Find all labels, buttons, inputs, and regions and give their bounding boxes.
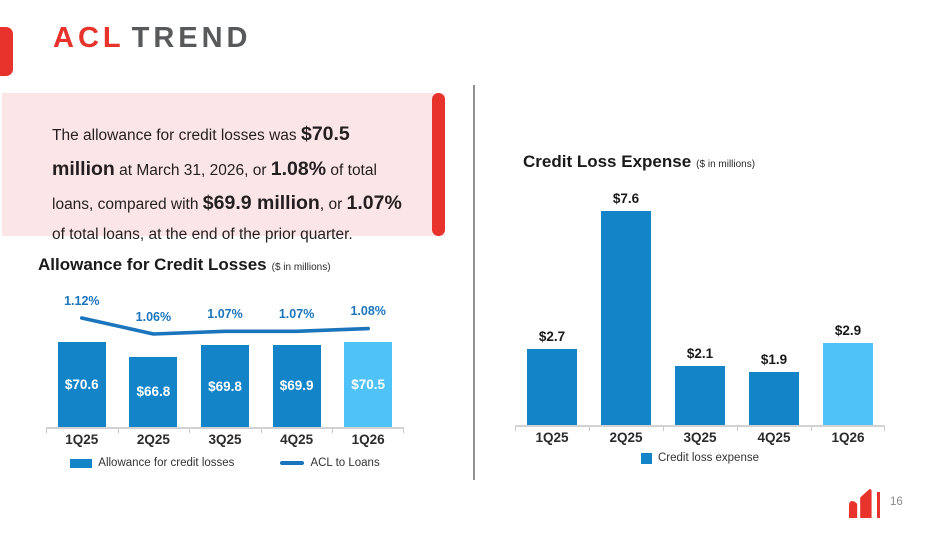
bar-3Q25 (675, 366, 725, 425)
credit-loss-chart-subtitle: ($ in millions) (696, 159, 756, 170)
acl-x-label-2Q25: 2Q25 (136, 432, 170, 447)
callout-text (2, 93, 445, 249)
legend-label-credit-loss: Credit loss expense (658, 452, 759, 464)
cle-x-label-1Q26: 1Q26 (831, 430, 865, 445)
callout-segment: of total loans, at the end of the prior quarter. (52, 226, 353, 244)
acl-pct-label: 1.06% (135, 309, 172, 324)
bar-value-label: $69.9 (279, 378, 314, 394)
bar-value-label: $1.9 (760, 351, 788, 367)
acl-chart-title (38, 255, 331, 275)
legend-item-credit-loss (641, 452, 759, 464)
callout-segment: of total loans, compared with (52, 161, 377, 214)
red-accent-tab (0, 27, 13, 76)
callout-emphasis: $69.9 million (202, 192, 320, 215)
acl-x-label-4Q25: 4Q25 (280, 432, 314, 447)
credit-loss-chart-title-text: Credit Loss Expense (523, 152, 692, 171)
acl-x-label-1Q26: 1Q26 (351, 432, 385, 447)
legend-item-acl-to-loans (280, 457, 379, 469)
credit-loss-chart-legend (515, 452, 885, 464)
callout-accent-bar (432, 93, 445, 236)
cle-x-label-1Q25: 1Q25 (535, 430, 569, 445)
acl-chart-legend (30, 457, 420, 469)
acl-pct-label: 1.07% (207, 306, 243, 321)
bar-2Q25 (601, 211, 651, 425)
cle-x-label-2Q25: 2Q25 (609, 430, 643, 445)
bar-value-label: $2.1 (686, 345, 714, 361)
bar-1Q26 (823, 343, 873, 425)
acl-chart-subtitle: ($ in millions) (271, 262, 331, 273)
page-title (53, 22, 252, 55)
legend-label-acl-to-loans: ACL to Loans (310, 457, 380, 469)
acl-x-label-1Q25: 1Q25 (65, 432, 99, 447)
acl-chart-x-labels (46, 432, 404, 447)
bar-value-label: $69.8 (208, 378, 242, 394)
bar-value-label: $7.6 (612, 191, 640, 207)
highlight-callout (2, 93, 445, 244)
company-logo-icon (847, 488, 873, 519)
legend-label-allowance: Allowance for credit losses (98, 457, 235, 469)
line-swatch-icon (280, 461, 304, 465)
acl-x-label-3Q25: 3Q25 (208, 432, 242, 447)
callout-emphasis: 1.08% (270, 157, 327, 180)
bar-value-label: $66.8 (136, 384, 171, 400)
credit-loss-chart-plot (515, 190, 885, 425)
footer-divider-line (877, 492, 880, 518)
callout-emphasis: $70.5 million (52, 123, 350, 180)
square-swatch-icon (641, 453, 652, 464)
page-title-highlight: ACL (53, 22, 125, 54)
callout-segment: , or (319, 196, 347, 214)
credit-loss-chart-x-labels (515, 430, 885, 445)
cle-x-label-4Q25: 4Q25 (757, 430, 791, 445)
acl-pct-label: 1.12% (64, 293, 100, 308)
callout-segment: at March 31, 2026, or (114, 161, 271, 179)
bar-1Q25 (527, 349, 577, 425)
credit-loss-chart-title (523, 152, 755, 172)
bar-swatch-icon (70, 459, 92, 468)
acl-chart-title-text: Allowance for Credit Losses (38, 255, 267, 274)
cle-x-label-3Q25: 3Q25 (683, 430, 717, 445)
section-divider (473, 85, 475, 480)
bar-value-label: $2.9 (834, 323, 862, 339)
bar-4Q25 (749, 372, 799, 426)
page-title-rest: TREND (131, 22, 252, 54)
callout-segment: The allowance for credit losses was (52, 127, 301, 144)
bar-value-label: $70.6 (64, 377, 99, 392)
callout-emphasis: 1.07% (346, 192, 402, 215)
bar-value-label: $70.5 (351, 377, 386, 393)
acl-pct-label: 1.07% (278, 306, 315, 321)
acl-pct-label: 1.08% (350, 304, 386, 319)
acl-chart-plot (46, 290, 404, 427)
page-number: 16 (890, 496, 903, 508)
legend-item-allowance (70, 457, 234, 469)
bar-value-label: $2.7 (538, 329, 566, 344)
